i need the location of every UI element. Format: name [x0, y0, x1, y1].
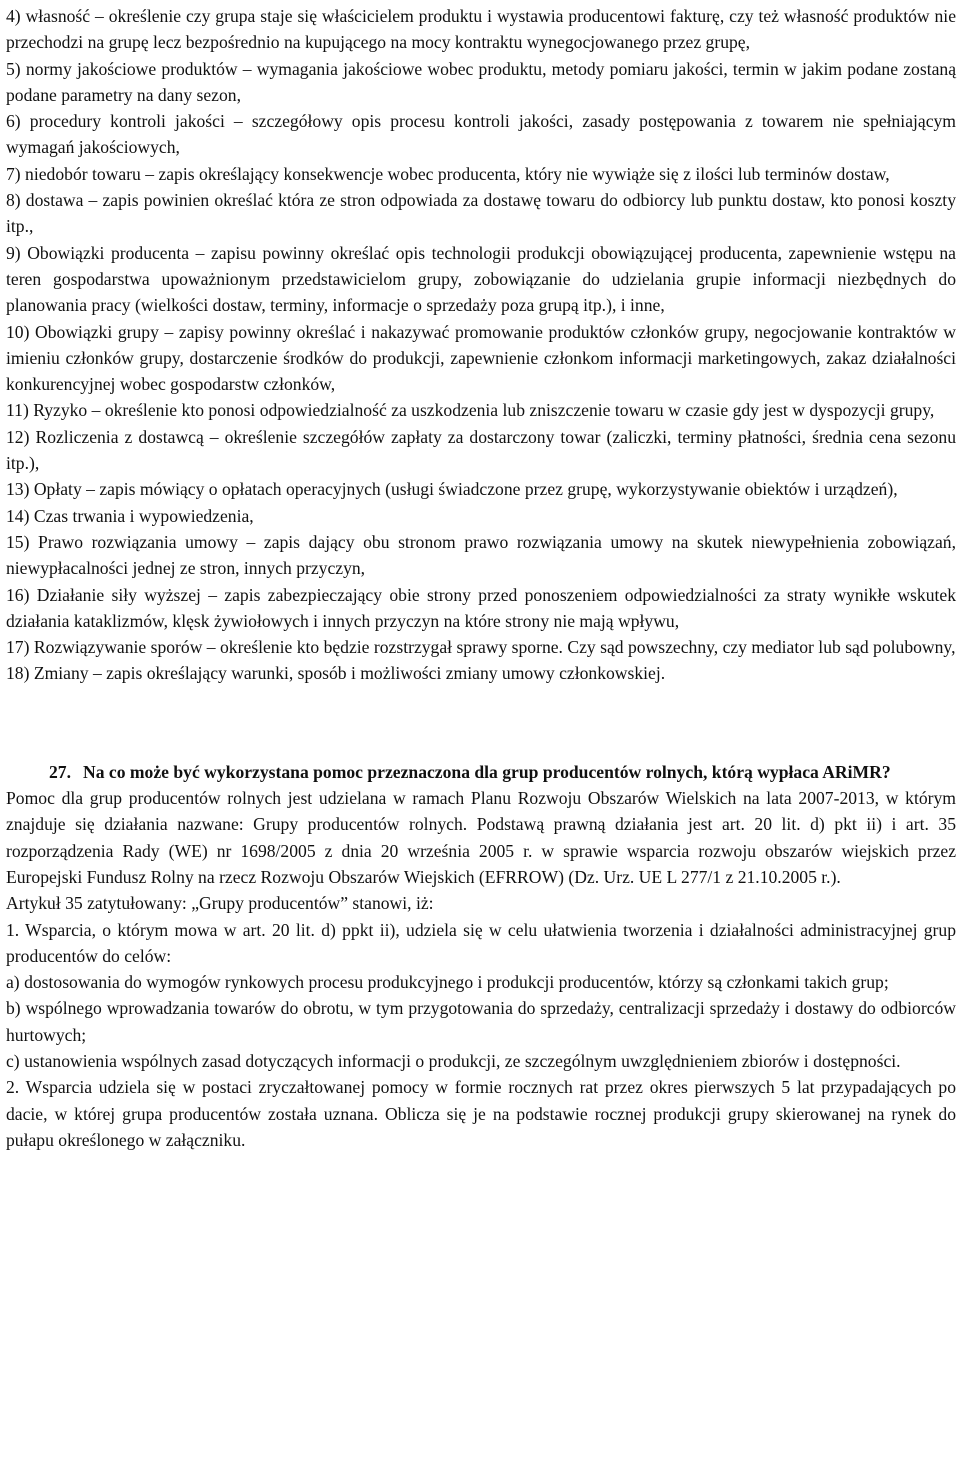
answer-paragraph: a) dostosowania do wymogów rynkowych procesu produkcyjnego i produkcji producentów, którzy są członkami takich grup; [6, 972, 889, 993]
list-item: 16) Działanie siły wyższej – zapis zabezpieczający obie strony przed ponoszeniem odpowiedzialności za straty wynikłe wskutek działania kataklizmów, klęsk żywiołowych i innych przyczyn na które strony nie mają wpływu, [6, 584, 956, 631]
answer-paragraph: 1. Wsparcia, o którym mowa w art. 20 lit. d) ppkt ii), udziela się w celu ułatwienia tworzenia i działalności administracyjnej grup producentów do celów: [6, 919, 956, 966]
list-item: 6) procedury kontroli jakości – szczegółowy opis procesu kontroli jakości, zasady postępowania z towarem nie spełniającym wymagań jakościowych, [6, 111, 956, 158]
contract-clauses-list [6, 3, 956, 687]
list-item: 11) Ryzyko – określenie kto ponosi odpowiedzialność za uszkodzenia lub zniszczenie towaru w czasie gdy jest w dyspozycji grupy, [6, 400, 935, 421]
list-item: 18) Zmiany – zapis określający warunki, sposób i możliwości zmiany umowy członkowskiej. [6, 663, 666, 684]
list-item: 10) Obowiązki grupy – zapisy powinny określać i nakazywać promowanie produktów członków grupy, negocjowanie kontraktów w imieniu członków grupy, dostarczenie środków do produkcji, zapewnienie członkom informacji marketingowych, zakaz działalności konkurencyjnej wobec gospodarstw członków, [6, 321, 956, 395]
list-item: 9) Obowiązki producenta – zapisu powinny określać opis technologii produkcji obowiązującej producenta, zapewnienie wstępu na teren gospodarstwa upoważnionym przedstawicielom grupy, zobowiązanie do udzielania grupie informacji niezbędnych do planowania pracy (wielkości dostaw, terminy, informacje o sprzedaży poza grupą itp.), i inne, [6, 242, 956, 316]
list-item: 5) normy jakościowe produktów – wymagania jakościowe wobec produktu, metody pomiaru jakości, termin w jakim podane zostaną podane parametry na dany sezon, [6, 58, 956, 105]
answer-body [6, 785, 956, 1153]
list-item: 13) Opłaty – zapis mówiący o opłatach operacyjnych (usługi świadczone przez grupę, wykorzystywanie obiektów i urządzeń), [6, 479, 898, 500]
list-item: 4) własność – określenie czy grupa staje się właścicielem produktu i wystawia producentowi fakturę, czy też własność produktów nie przechodzi na grupę lecz bezpośrednio na kupującego na mocy kontraktu wynegocjowanego przez grupę, [6, 6, 956, 53]
answer-paragraph: Pomoc dla grup producentów rolnych jest udzielana w ramach Planu Rozwoju Obszarów Wielskich na lata 2007-2013, w którym znajduje się działania nazwane: Grupy producentów rolnych. Podstawą prawną działania jest art. 20 lit. d) pkt ii) i art. 35 rozporządzenia Rady (WE) nr 1698/2005 z dnia 20 września 2005 r. w sprawie wsparcia rozwoju obszarów wiejskich przez Europejski Fundusz Rolny na rzecz Rozwoju Obszarów Wiejskich (EFRROW) (Dz. Urz. UE L 277/1 z 21.10.2005 r.). [6, 788, 956, 887]
answer-paragraph: b) wspólnego wprowadzania towarów do obrotu, w tym przygotowania do sprzedaży, centralizacji sprzedaży i dostawy do odbiorców hurtowych; [6, 998, 956, 1045]
list-item: 7) niedobór towaru – zapis określający konsekwencje wobec producenta, który nie wywiąże się z ilości lub terminów dostaw, [6, 163, 890, 184]
question-text: Na co może być wykorzystana pomoc przeznaczona dla grup producentów rolnych, którą wypłaca ARiMR? [83, 761, 891, 782]
answer-paragraph: c) ustanowienia wspólnych zasad dotyczących informacji o produkcji, ze szczególnym uwzględnieniem zbiorów i dostępności. [6, 1050, 901, 1071]
answer-paragraph: 2. Wsparcia udziela się w postaci zryczałtowanej pomocy w formie rocznych rat przez okres pierwszych 5 lat przypadających po dacie, w której grupa producentów została uznana. Oblicza się je na podstawie rocznej produkcji grupy skierowanej na rynek do pułapu określonego w załączniku. [6, 1077, 956, 1150]
question-heading [6, 759, 956, 785]
answer-paragraph: Artykuł 35 zatytułowany: „Grupy producentów” stanowi, iż: [6, 893, 434, 914]
section-gap [6, 687, 956, 759]
list-item: 14) Czas trwania i wypowiedzenia, [6, 505, 254, 526]
list-item: 15) Prawo rozwiązania umowy – zapis dający obu stronom prawo rozwiązania umowy na skutek niewypełnienia zobowiązań, niewypłacalności jednej ze stron, innych przyczyn, [6, 531, 956, 579]
list-item: 17) Rozwiązywanie sporów – określenie kto będzie rozstrzygał sprawy sporne. Czy sąd powszechny, czy mediator lub sąd polubowny, [6, 637, 956, 658]
list-item: 12) Rozliczenia z dostawcą – określenie szczegółów zapłaty za dostarczony towar (zaliczki, terminy płatności, średnia cena sezonu itp.), [6, 426, 956, 474]
list-item: 8) dostawa – zapis powinien określać która ze stron odpowiada za dostawę towaru do odbiorcy lub punktu dostaw, kto ponosi koszty itp., [6, 190, 956, 237]
question-number: 27. [49, 761, 71, 782]
